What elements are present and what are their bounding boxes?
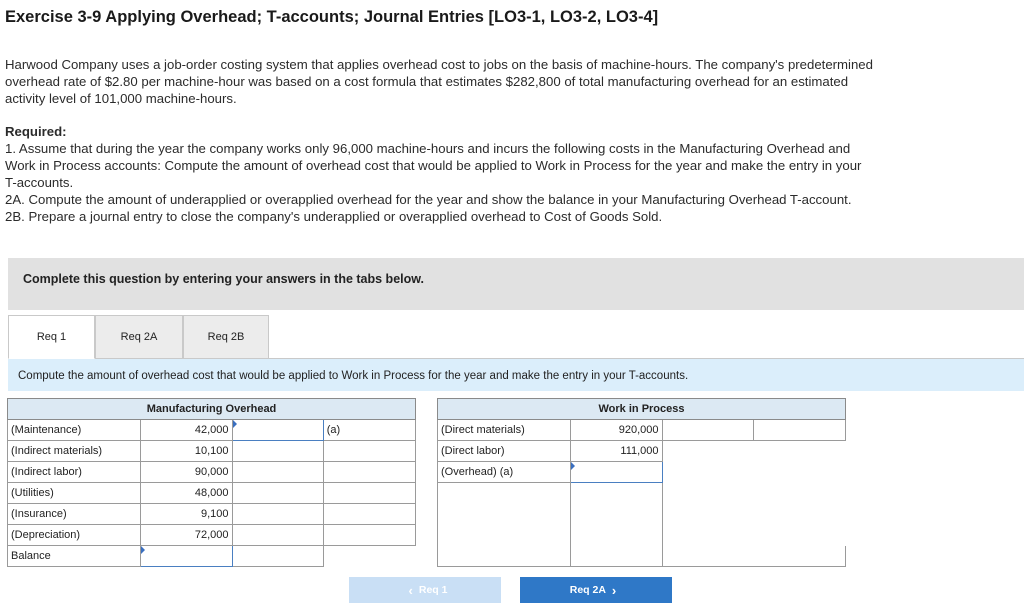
chevron-right-icon: ›	[611, 582, 617, 598]
task-bar	[8, 358, 1024, 391]
wip-empty-cell	[571, 546, 662, 567]
wip-debit-amount: 111,000	[571, 441, 662, 462]
table-row	[438, 525, 846, 546]
mo-blank-cell	[323, 546, 415, 567]
required-item-1: 1. Assume that during the year the company works only 96,000 machine-hours and incurs the following costs in the Manufacturing Overhead and Work in Process accounts: Compute the amount of overhead cost that would be applied to Work in Process for the year and make the entry in your T-accounts.	[5, 141, 862, 190]
wip-empty-cell	[753, 546, 845, 567]
mo-credit-label-cell	[323, 525, 415, 546]
table-row	[8, 462, 416, 483]
mo-credit-label: (a)	[323, 420, 415, 441]
wip-empty-cell	[571, 504, 662, 525]
wip-empty-cell	[438, 546, 571, 567]
prev-button[interactable]	[349, 577, 501, 603]
table-row	[8, 525, 416, 546]
wip-empty-cell	[753, 483, 845, 504]
wip-empty-cell	[571, 525, 662, 546]
wip-empty-cell	[662, 504, 753, 525]
mo-debit-label: (Maintenance)	[8, 420, 141, 441]
mo-credit-label-cell	[323, 504, 415, 525]
mo-debit-label: (Indirect labor)	[8, 462, 141, 483]
mo-credit-amount-input[interactable]	[232, 420, 323, 441]
mo-debit-label: (Indirect materials)	[8, 441, 141, 462]
mo-credit-cell	[232, 483, 323, 504]
task-text: Compute the amount of overhead cost that would be applied to Work in Process for the year and make the entry in your T-accounts.	[18, 370, 689, 382]
wip-title: Work in Process	[438, 399, 846, 420]
wip-empty-cell	[753, 504, 845, 525]
table-row	[438, 546, 846, 567]
wip-debit-label: (Direct labor)	[438, 441, 571, 462]
wip-debit-label: (Overhead) (a)	[438, 462, 571, 483]
instruction-bar	[8, 258, 1024, 310]
mo-debit-label: (Insurance)	[8, 504, 141, 525]
tab-req-2a[interactable]: Req 2A	[95, 315, 183, 359]
table-row	[438, 462, 846, 483]
prev-button-label: Req 1	[418, 584, 448, 596]
page-title: Exercise 3-9 Applying Overhead; T-accounts; Journal Entries [LO3-1, LO3-2, LO3-4]	[5, 8, 659, 26]
table-row	[8, 483, 416, 504]
wip-credit-cell	[662, 441, 753, 462]
required-section	[5, 123, 875, 225]
intro-paragraph: Harwood Company uses a job-order costing system that applies overhead cost to jobs on the basis of machine-hours. The company's predetermined overhead rate of $2.80 per machine-hour was based on a cost formula that estimates $282,800 of total manufacturing overhead for an estimated activity level of 101,000 machine-hours.	[5, 57, 873, 106]
work-in-process-taccount	[437, 398, 846, 567]
wip-empty-cell	[662, 483, 753, 504]
mo-debit-amount: 90,000	[141, 462, 232, 483]
mo-debit-amount: 42,000	[141, 420, 232, 441]
required-item-2a: 2A. Compute the amount of underapplied or overapplied overhead for the year and show the balance in your Manufacturing Overhead T-account.	[5, 192, 852, 207]
instruction-text: Complete this question by entering your answers in the tabs below.	[23, 272, 424, 286]
wip-empty-cell	[438, 504, 571, 525]
wip-empty-cell	[662, 546, 753, 567]
mo-debit-amount: 48,000	[141, 483, 232, 504]
table-row	[8, 441, 416, 462]
table-row	[438, 483, 846, 504]
table-row	[8, 504, 416, 525]
chevron-left-icon: ‹	[408, 582, 413, 598]
table-row	[8, 420, 416, 441]
mo-credit-cell	[232, 504, 323, 525]
wip-debit-label: (Direct materials)	[438, 420, 571, 441]
mo-debit-amount: 9,100	[141, 504, 232, 525]
wip-credit-label-cell	[753, 441, 845, 462]
mo-balance-label: Balance	[8, 546, 141, 567]
wip-debit-amount: 920,000	[571, 420, 662, 441]
table-row	[438, 504, 846, 525]
mo-credit-cell	[232, 462, 323, 483]
mo-credit-label-cell	[323, 462, 415, 483]
tab-req-2b[interactable]: Req 2B	[183, 315, 269, 359]
wip-credit-cell	[662, 420, 753, 441]
wip-credit-cell	[662, 462, 753, 483]
table-row	[438, 441, 846, 462]
wip-empty-cell	[571, 483, 662, 504]
next-button[interactable]	[520, 577, 672, 603]
mo-credit-cell	[232, 441, 323, 462]
wip-credit-label-cell	[753, 462, 845, 483]
next-button-label: Req 2A	[569, 584, 606, 596]
table-row	[438, 420, 846, 441]
manufacturing-overhead-taccount	[7, 398, 416, 567]
mo-credit-cell	[232, 525, 323, 546]
mo-debit-amount: 10,100	[141, 441, 232, 462]
mo-credit-label-cell	[323, 483, 415, 504]
mo-debit-label: (Utilities)	[8, 483, 141, 504]
wip-overhead-input[interactable]	[571, 462, 662, 483]
wip-empty-cell	[438, 525, 571, 546]
wip-empty-cell	[753, 525, 845, 546]
required-label: Required:	[5, 124, 67, 139]
wip-credit-label-cell	[753, 420, 845, 441]
mo-debit-amount: 72,000	[141, 525, 232, 546]
wip-empty-cell	[438, 483, 571, 504]
mo-balance-debit-input[interactable]	[141, 546, 232, 567]
mo-title: Manufacturing Overhead	[8, 399, 416, 420]
wip-empty-cell	[662, 525, 753, 546]
mo-debit-label: (Depreciation)	[8, 525, 141, 546]
table-row	[8, 546, 416, 567]
mo-credit-label-cell	[323, 441, 415, 462]
required-item-2b: 2B. Prepare a journal entry to close the company's underapplied or overapplied overhead to Cost of Goods Sold.	[5, 209, 663, 224]
tab-req-1[interactable]: Req 1	[8, 315, 95, 359]
mo-balance-credit-input[interactable]	[232, 546, 323, 567]
